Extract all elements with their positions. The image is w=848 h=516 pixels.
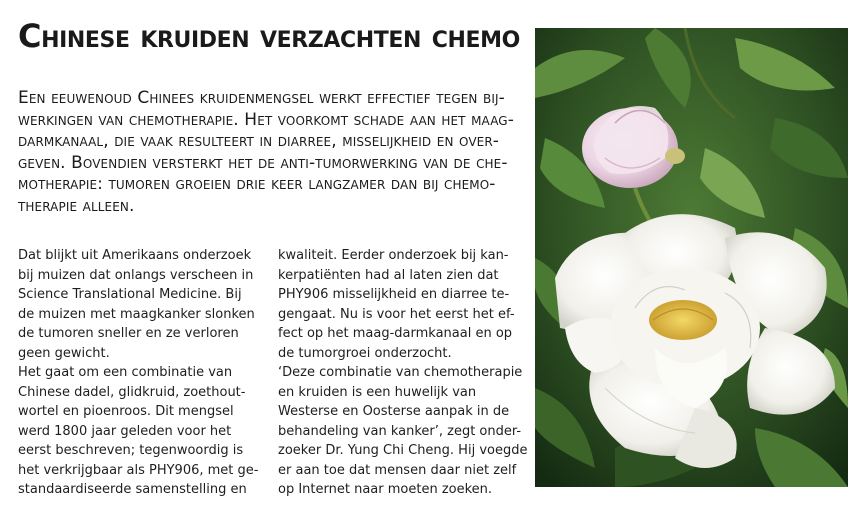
lead-line: werkingen van chemotherapie. Het voorkomt schade aan het maag- [18,109,514,130]
body-line: er aan toe dat mensen daar niet zelf [278,462,517,478]
body-line: behandeling van kanker’, zegt onder- [278,423,522,439]
body-line: Dat blijkt uit Amerikaans onderzoek [18,248,252,263]
body-column-right [278,246,528,500]
body-column-left [18,246,263,500]
lead-line: Een eeuwenoud Chinees kruidenmengsel werkt effectief tegen bij- [18,88,505,108]
lead-line: therapie alleen. [18,195,135,216]
body-line: gengaat. Nu is voor het eerst het ef- [278,306,515,322]
body-line: wortel en pioenroos. Dit mengsel [18,404,234,419]
peony-illustration [535,28,848,487]
body-line: Het gaat om een combinatie van [18,365,233,380]
lead-line: geven. Bovendien versterkt het de anti-tumorwerking van de che- [18,152,508,173]
body-line: PHY906 misselijkheid en diarree te- [278,287,510,302]
body-line: zoeker Dr. Yung Chi Cheng. Hij voegde [278,443,528,458]
body-line: eerst beschreven; tegenwoordig is [18,443,244,458]
body-line: kwaliteit. Eerder onderzoek bij kan- [278,248,509,263]
body-line: het verkrijgbaar als PHY906, met ge- [18,462,259,478]
body-line: fect op het maag-darmkanaal en op [278,326,513,341]
peony-photo [535,28,848,487]
body-line: geen gewicht. [18,345,110,361]
body-line: werd 1800 jaar geleden voor het [18,423,232,439]
body-line: Chinese dadel, glidkruid, zoethout- [18,384,246,400]
body-line: standaardiseerde samenstelling en [18,482,247,497]
article-lead [18,88,518,217]
body-line: Science Translational Medicine. Bij [18,287,242,302]
body-line: de muizen met maagkanker slonken [18,306,255,322]
body-line: ‘Deze combinatie van chemotherapie [278,365,523,380]
body-line: bij muizen dat onlangs verscheen in [18,267,254,283]
body-line: kerpatiënten had al laten zien dat [278,267,499,283]
lead-line: darmkanaal, die vaak resulteert in diarree, misselijkheid en over- [18,131,500,151]
body-line: Westerse en Oosterse aanpak in de [278,404,510,419]
body-line: de tumorgroei onderzocht. [278,345,452,361]
body-line: op Internet naar moeten zoeken. [278,482,493,497]
body-line: en kruiden is een huwelijk van [278,384,477,400]
lead-line: motherapie: tumoren groeien drie keer langzamer dan bij chemo- [18,174,496,194]
article-title: Chinese kruiden verzachten chemo [18,17,520,55]
body-line: de tumoren sneller en ze verloren [18,326,239,341]
